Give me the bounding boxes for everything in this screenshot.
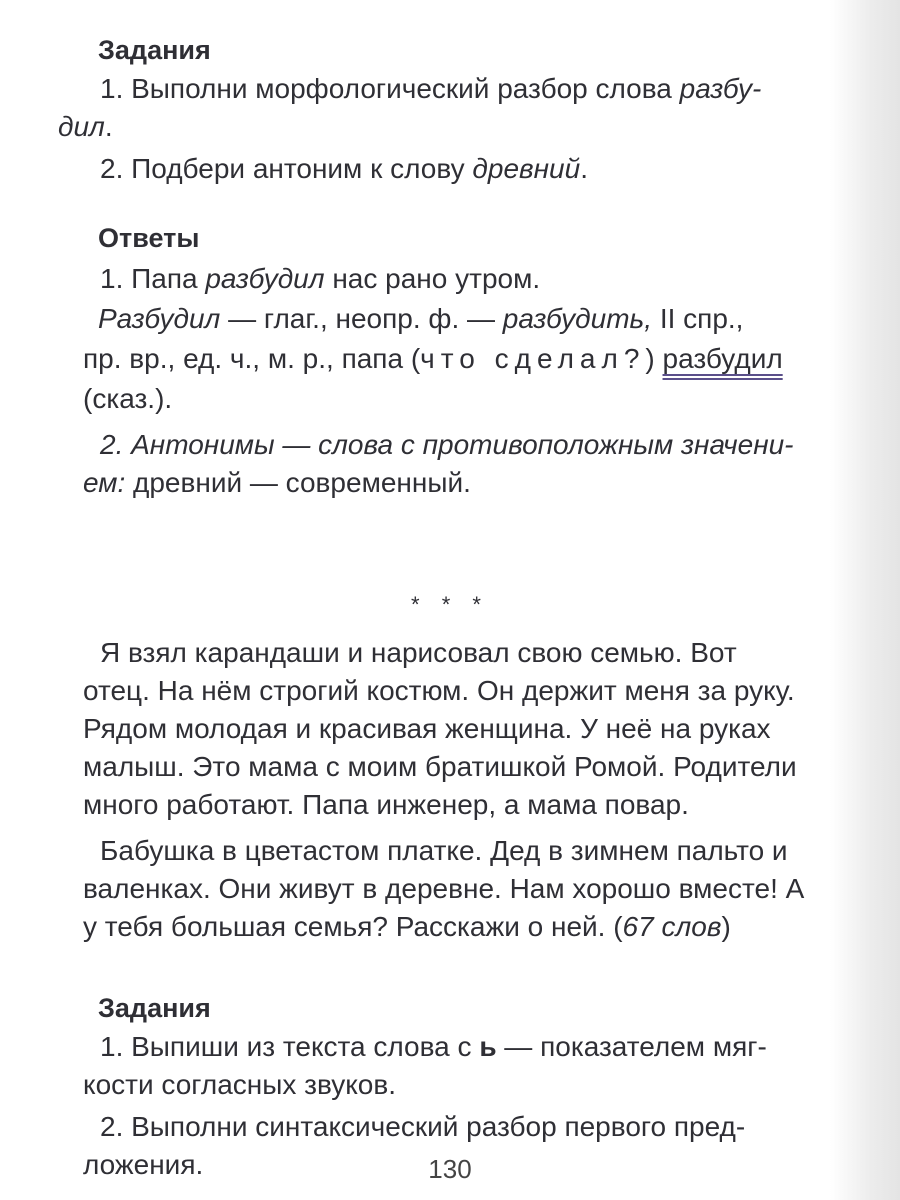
text-line: отец. На нём строгий костюм. Он держит меня за руку. — [83, 675, 795, 706]
task-2-1 — [98, 1028, 886, 1066]
text-line: много работают. Папа инженер, а мама повар. — [83, 789, 689, 820]
task-1-word-end: дил — [58, 111, 105, 142]
text-line: Рядом молодая и красивая женщина. У неё на руках — [83, 713, 771, 744]
answer-2-antonyms: древний — современный. — [125, 467, 471, 498]
text-line: малыш. Это мама с моим братишкой Ромой. Родители — [83, 751, 797, 782]
task-2 — [98, 150, 886, 188]
task-2-1-text-end: — показателем мяг- — [496, 1031, 767, 1062]
answer-1 — [98, 260, 886, 298]
text-line-last — [0, 908, 886, 946]
analysis-features: пр. вр., ед. ч., м. р., папа ( — [83, 343, 421, 374]
period: . — [104, 111, 113, 142]
text-line: Я взял карандаши и нарисовал свою семью. Вот — [100, 637, 737, 668]
answer-2 — [98, 426, 886, 464]
task-1 — [98, 70, 886, 108]
analysis-conjugation: II спр., — [652, 303, 744, 334]
task-1-word: разбу- — [679, 73, 762, 104]
task-2-1-text: 1. Выпиши из текста слова с — [100, 1031, 480, 1062]
page-number: 130 — [428, 1154, 472, 1184]
answer-1-analysis-cont — [0, 340, 886, 378]
dictation-text — [83, 634, 886, 946]
task-1-continuation — [0, 108, 886, 146]
answer-1-text-end: нас рано утром. — [324, 263, 541, 294]
role-text: (сказ.). — [83, 383, 173, 414]
answers-heading: Ответы — [98, 223, 200, 253]
answer-1-text: 1. Папа — [100, 263, 206, 294]
soft-sign: ь — [479, 1031, 497, 1062]
answer-2-definition: 2. Антонимы — слова с противоположным значени- — [100, 429, 794, 460]
text-line: Бабушка в цветастом платке. Дед в зимнем пальто и — [100, 835, 788, 866]
answer-2-cont — [0, 464, 886, 502]
answer-1-word: разбудил — [205, 263, 325, 294]
task-2-word: древний — [472, 153, 581, 184]
tasks-heading: Задания — [98, 35, 211, 65]
task-2-1-cont: кости согласных звуков. — [83, 1069, 397, 1100]
word-count: 67 слов — [622, 911, 722, 942]
answer-2-definition-end: ем: — [83, 467, 126, 498]
section-separator: * * * — [411, 592, 489, 617]
answer-1-analysis — [98, 300, 886, 338]
text-line-content: у тебя большая семья? Расскажи о ней. ( — [83, 911, 623, 942]
analysis-word: Разбудил — [98, 303, 221, 334]
text-line: валенках. Они живут в деревне. Нам хорошо вместе! А — [83, 873, 805, 904]
paren-close: ) — [645, 343, 663, 374]
tasks-heading-2: Задания — [98, 993, 211, 1023]
task-2-text: 2. Подбери антоним к слову — [100, 153, 473, 184]
period: . — [580, 153, 588, 184]
analysis-infinitive: разбудить, — [502, 303, 653, 334]
paren-close: ) — [721, 911, 731, 942]
task-2-2: 2. Выполни синтаксический разбор первого пред- — [100, 1111, 746, 1142]
answer-1-role — [0, 380, 886, 418]
analysis-text: — глаг., неопр. ф. — — [220, 303, 503, 334]
task-1-text: 1. Выполни морфологический разбор слова — [100, 73, 680, 104]
task-2-2-cont: ложения. — [83, 1149, 204, 1180]
analysis-question: что сделал? — [420, 343, 646, 374]
predicate-underlined: разбудил — [662, 343, 783, 374]
page-content — [58, 30, 886, 1184]
